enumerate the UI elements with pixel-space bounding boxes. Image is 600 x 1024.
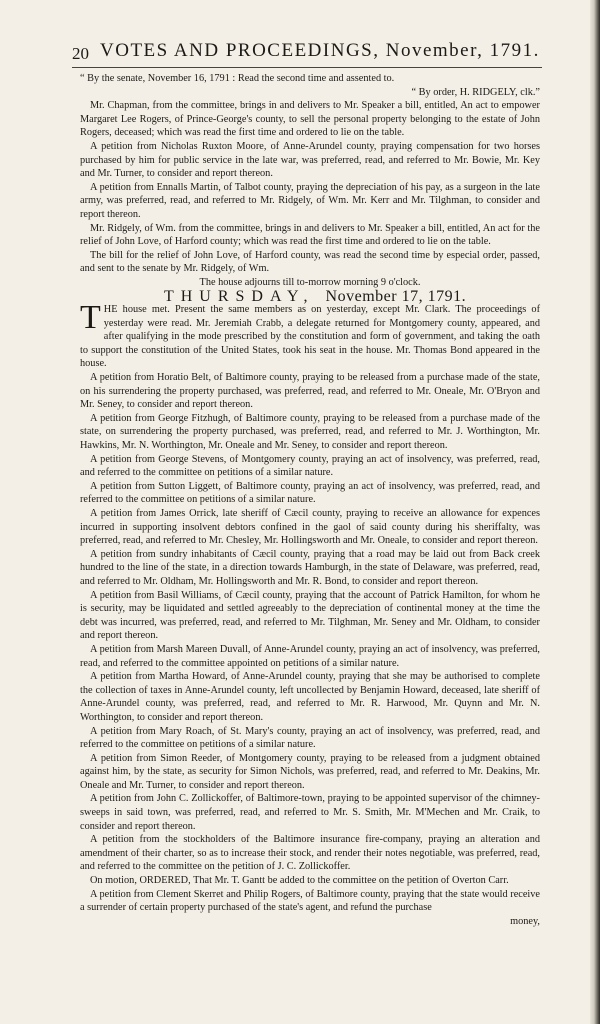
- clerk-signature-line: “ By order, H. RIDGELY, clk.”: [411, 86, 540, 98]
- paragraph: A petition from Mary Roach, of St. Mary's county, praying an act of insolvency, was preferred, read, and referred to the committee on petitions of a similar nature.: [80, 725, 540, 751]
- paragraph: A petition from George Fitzhugh, of Baltimore county, praying to be released from a purchase made of the state, on surrendering the property purchased, was preferred, read, and referred to Mr. J. Worthington, Mr. Hawkins, Mr. N. Worthington, Mr. Oneale and Mr. Seney, to consider and report thereon.: [80, 412, 540, 452]
- paragraph: Mr. Ridgely, of Wm. from the committee, brings in and delivers to Mr. Speaker a bill, entitled, An act for the relief of John Love, of Harford county; which was read the first time and ordered to lie on the table.: [80, 222, 540, 248]
- running-header: [72, 40, 540, 64]
- day-heading: [80, 287, 540, 305]
- opening-paragraph-text: HE house met. Present the same members as on yesterday, except Mr. Clark. The proceedings of yesterday were read. Mr. Jeremiah Crabb, a delegate returned for Montgomery county, appeared, and after qualifying in the mode prescribed by the constitution and form of government, and taking the oath to support the constitution of the United States, took his seat in the house. Mr. Thomas Bond appeared in the house.: [80, 304, 540, 370]
- catchword: money,: [510, 915, 540, 927]
- day-heading-weekday: THURSDAY,: [163, 287, 315, 305]
- paragraph: A petition from the stockholders of the Baltimore insurance fire-company, praying an alteration and amendment of their charter, so as to increase their stock, and render their notes negotiable, was preferred, read, and referred to the committee on the petition of J. C. Zollickoffer.: [80, 834, 540, 873]
- paragraph: A petition from Clement Skerret and Philip Rogers, of Baltimore county, praying that the state would receive a surrender of certain property purchased of the state's agent, and refund the purchase: [80, 888, 540, 914]
- running-title: VOTES AND PROCEEDINGS, November, 1791.: [100, 40, 540, 61]
- day-heading-date: November 17, 1791.: [325, 287, 467, 305]
- paragraph: A petition from Basil Williams, of Cæcil county, praying that the account of Patrick Hamilton, for whom he is security, may be liquidated and settled agreeably to the depreciation of continental money at the time the debt was incurred, was preferred, read, and referred to Mr. Tilghman, Mr. Seney and Mr. Oldham, to consider and report thereon.: [80, 589, 540, 642]
- senate-assent-line: “ By the senate, November 16, 1791 : Read the second time and assented to.: [80, 73, 395, 84]
- paragraph: A petition from George Stevens, of Montgomery county, praying an act of insolvency, was preferred, read, and referred to the committee on petitions of a similar nature.: [80, 453, 540, 479]
- paragraph: A petition from Horatio Belt, of Baltimore county, praying to be released from a purchase made of the state, on his surrendering the property purchased, was preferred, read, and referred to Mr. Oneale, Mr. O'Bryon and Mr. Seney, to consider and report thereon.: [80, 372, 540, 411]
- paragraph: A petition from sundry inhabitants of Cæcil county, praying that a road may be laid out from Back creek hundred to the line of the state, in a direction towards Hamburgh, in the state of Delaware, was preferred, read, and referred to Mr. Oldham, Mr. Hollingsworth and Mr. R. Bond, to consider and report thereon.: [80, 548, 540, 587]
- paragraph: The bill for the relief of John Love, of Harford county, was read the second time by especial order, passed, and sent to the senate by Mr. Ridgely, of Wm.: [80, 249, 540, 275]
- paragraph: A petition from Ennalls Martin, of Talbot county, praying the depreciation of his pay, as a surgeon in the late army, was preferred, read, and referred to Mr. Ridgely, of Wm. Mr. Kerr and Mr. Tilghman, to consider and report thereon.: [80, 181, 540, 220]
- paragraph: A petition from Sutton Liggett, of Baltimore county, praying an act of insolvency, was preferred, read, and referred to the committee on petitions of a similar nature.: [80, 480, 540, 506]
- header-rule: [72, 67, 542, 68]
- adjournment-line: The house adjourns till to-morrow morning 9 o'clock.: [199, 276, 421, 288]
- paragraph: A petition from John C. Zollickoffer, of Baltimore-town, praying to be appointed supervisor of the chimney-sweeps in said town, was preferred, read, and referred to Mr. S. Smith, Mr. M'Mechen and Mr. Craik, to consider and report thereon.: [80, 793, 540, 832]
- drop-cap: T: [80, 299, 101, 337]
- page-number: 20: [72, 44, 89, 63]
- paragraph: A petition from Nicholas Ruxton Moore, of Anne-Arundel county, praying compensation for two horses purchased by him for public service in the late war, was preferred, read, and referred to Mr. Bowie, Mr. Key and Mr. Turner, to consider and report thereon.: [80, 140, 540, 180]
- paragraph: A petition from Simon Reeder, of Montgomery county, praying to be released from a judgment obtained against him, by the state, as security for Simon Nichols, was preferred, read, and referred to Mr. Deakins, Mr. Oneale and Mr. Turner, to consider and report thereon.: [80, 752, 540, 791]
- paragraph: A petition from Martha Howard, of Anne-Arundel county, praying that she may be authorised to complete the collection of taxes in Anne-Arundel county, left uncollected by Benjamin Howard, deceased, late sheriff of Anne-Arundel county, was preferred, read, and referred to Mr. R. Harwood, Mr. Quynn and Mr. N. Worthington, to consider and report thereon.: [80, 671, 540, 723]
- paragraph: A petition from James Orrick, late sheriff of Cæcil county, praying to receive an allowance for expences incurred in supporting insolvent debtors confined in the gaol of said county during his sheriffalty, was preferred, read, and referred to Mr. Chesley, Mr. Hollingsworth and Mr. Oneale, to consider and report thereon.: [80, 508, 540, 547]
- book-spine-edge: [590, 0, 600, 1024]
- opening-paragraph: [80, 299, 540, 371]
- paragraph: Mr. Chapman, from the committee, brings in and delivers to Mr. Speaker a bill, entitled, An act to empower Margaret Lee Rogers, of Prince-George's county, to sell the personal property belonging to the estate of John Rogers, deceased; which was read the first time and ordered to lie on the table.: [80, 100, 540, 139]
- paragraph: On motion, ORDERED, That Mr. T. Gantt be added to the committee on the petition of Overton Carr.: [90, 875, 509, 887]
- body-text: [80, 72, 540, 928]
- paragraph: A petition from Marsh Mareen Duvall, of Anne-Arundel county, praying an act of insolvency, was preferred, read, and referred to the committee appointed on petitions of a similar nature.: [80, 643, 540, 669]
